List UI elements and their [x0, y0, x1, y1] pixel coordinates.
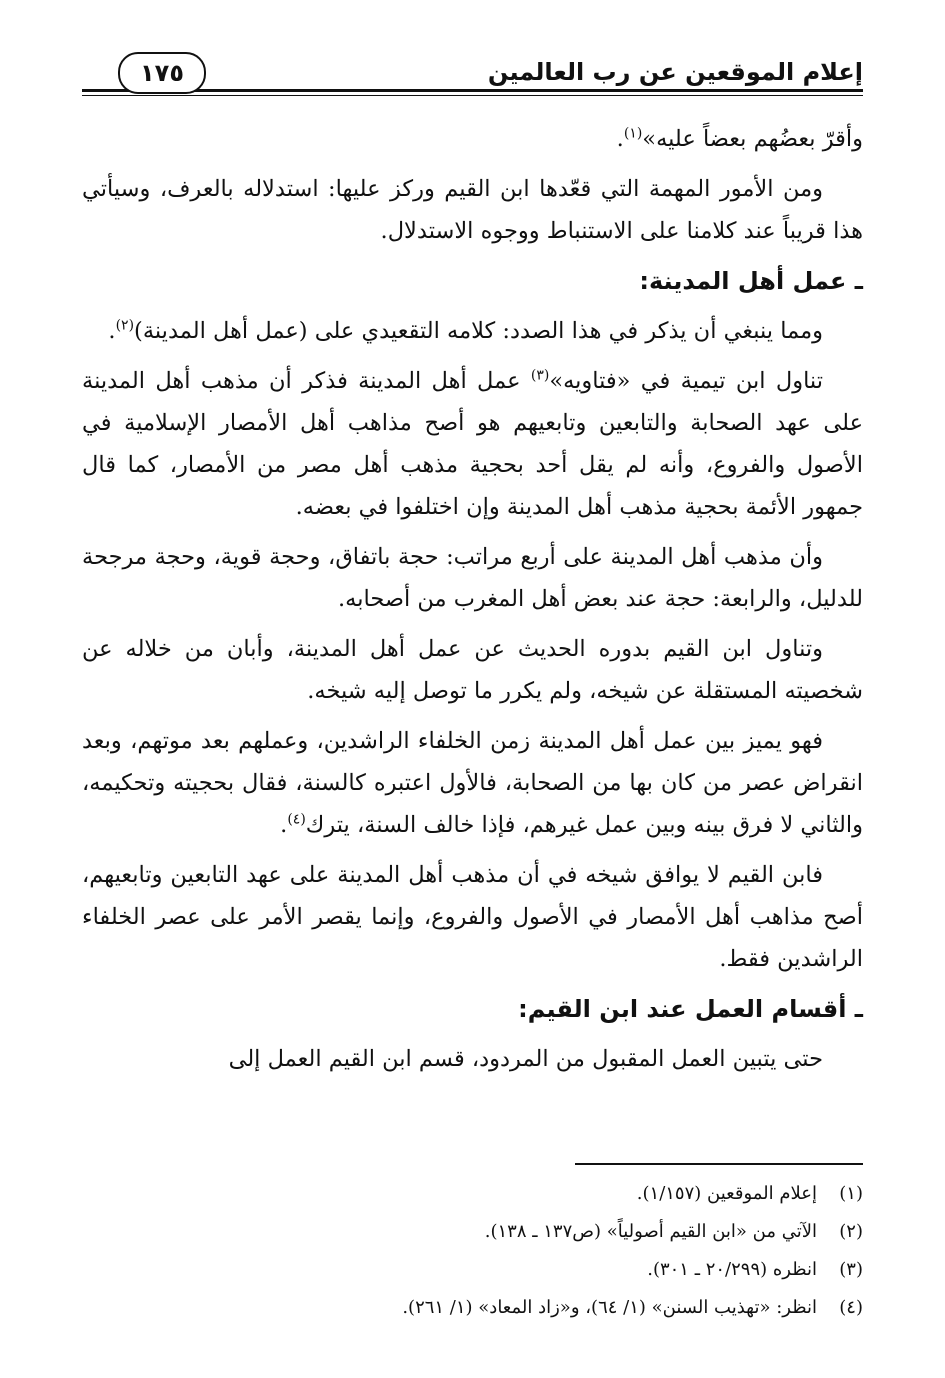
paragraph-6: وتناول ابن القيم بدوره الحديث عن عمل أهل المدينة، وأبان من خلاله عن شخصيته المستقلة عن شيخه، ولم يكرر ما توصل إليه شيخه.	[82, 636, 863, 704]
paragraph-1-end: .	[616, 126, 624, 152]
footnote-4	[82, 1289, 863, 1327]
footnote-text: انظره (٢٠/٢٩٩ ـ ٣٠١).	[647, 1259, 817, 1280]
paragraph-4	[82, 360, 863, 528]
footnote-ref-2: (٢)	[115, 317, 135, 334]
footnote-rule	[575, 1163, 863, 1165]
paragraph-7	[82, 720, 863, 846]
footnote-text: انظر: «تهذيب السنن» (١/ ٦٤)، و«زاد المعاد» (١/ ٢٦١).	[402, 1297, 817, 1318]
paragraph-9: حتى يتبين العمل المقبول من المردود، قسم ابن القيم العمل إلى	[228, 1046, 823, 1072]
page-number-badge: ١٧٥	[118, 52, 206, 94]
header-rule-thin	[82, 95, 863, 96]
footnote-ref-3: (٣)	[530, 367, 550, 384]
paragraph-1-text: وأقرّ بعضُهم بعضاً عليه»	[642, 126, 863, 152]
footnote-number: (٣)	[839, 1259, 863, 1280]
paragraph-2: ومن الأمور المهمة التي قعّدها ابن القيم وركز عليها: استدلاله بالعرف، وسيأتي هذا قريباً عند كلامنا على الاستنباط ووجوه الاستدلال.	[82, 176, 863, 244]
footnote-ref-4: (٤)	[287, 811, 306, 828]
paragraph-8: فابن القيم لا يوافق شيخه في أن مذهب أهل المدينة على عهد التابعين وتابعيهم، أصح مذاهب أهل الأمصار في الأصول والفروع، وإنما يقصر الأمر على عصر الخلفاء الراشدين فقط.	[82, 862, 863, 972]
main-text	[82, 118, 863, 1088]
footnote-number: (١)	[839, 1183, 863, 1204]
paragraph-4-text-a: تناول ابن تيمية في «فتاويه»	[549, 368, 823, 394]
footnote-text: إعلام الموقعين (١/١٥٧).	[636, 1183, 817, 1204]
footnote-number: (٤)	[839, 1297, 863, 1318]
footnotes	[82, 1175, 863, 1327]
footnote-number: (٢)	[839, 1221, 863, 1242]
section-heading-madinah: ـ عمل أهل المدينة:	[639, 267, 863, 295]
footnote-text: الآتي من «ابن القيم أصولياً» (ص١٣٧ ـ ١٣٨).	[484, 1221, 817, 1242]
paragraph-7-text: فهو يميز بين عمل أهل المدينة زمن الخلفاء الراشدين، وعملهم بعد موتهم، وبعد انقراض عصر من كان بها من الصحابة، فالأول اعتبره كالسنة، فقال بحجيته وتحكيمه، والثاني لا فرق بينه وبين عمل غيرهم، فإذا خالف السنة، يترك	[82, 728, 863, 838]
paragraph-5: وأن مذهب أهل المدينة على أربع مراتب: حجة باتفاق، وحجة قوية، وحجة مرجحة للدليل، والرابعة: حجة عند بعض أهل المغرب من أصحابه.	[82, 544, 863, 612]
paragraph-3	[82, 310, 863, 352]
paragraph-3-end: .	[108, 318, 116, 344]
paragraph-7-end: .	[280, 812, 288, 838]
footnote-1	[82, 1175, 863, 1213]
header-rule-thick	[82, 89, 863, 92]
paragraph-4-text-b: عمل أهل المدينة فذكر أن مذهب أهل المدينة على عهد الصحابة والتابعين وتابعيهم هو أصح مذاهب أهل الأمصار الإسلامية في الأصول والفروع، وأنه لم يقل أحد بحجية مذهب أهل مصر من الأمصار، كما قال جمهور الأئمة بحجية مذهب أهل المدينة وإن اختلفوا في بعضه.	[82, 368, 863, 520]
running-title: إعلام الموقعين عن رب العالمين	[487, 58, 863, 86]
footnote-3	[82, 1251, 863, 1289]
footnote-2	[82, 1213, 863, 1251]
paragraph-3-text: ومما ينبغي أن يذكر في هذا الصدد: كلامه التقعيدي على (عمل أهل المدينة)	[134, 318, 823, 344]
section-heading-amal: ـ أقسام العمل عند ابن القيم:	[518, 995, 863, 1023]
footnote-ref-1: (١)	[623, 125, 643, 142]
paragraph-1	[82, 118, 863, 160]
